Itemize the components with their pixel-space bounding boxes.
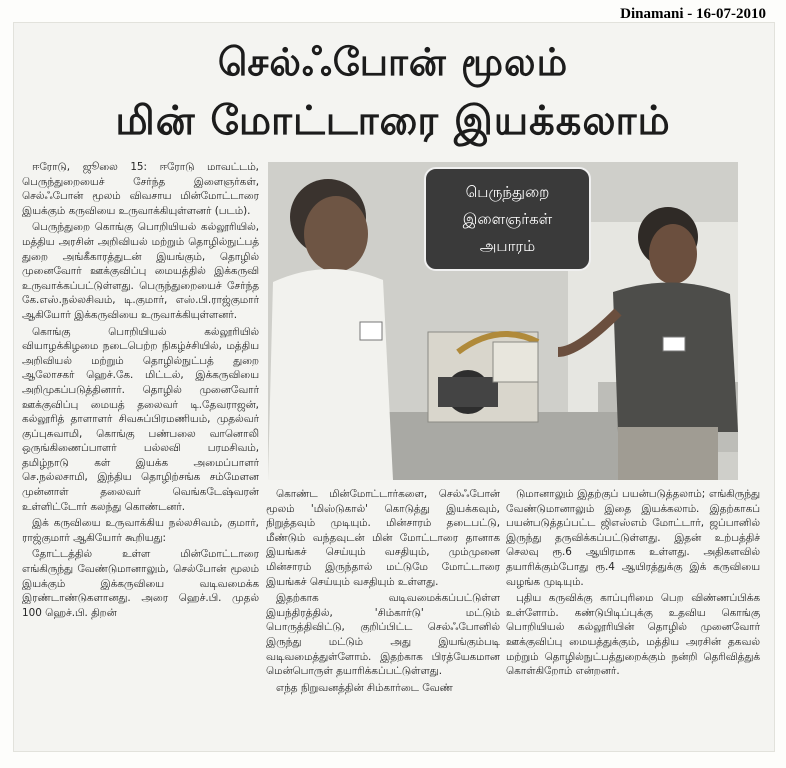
paragraph: ஈரோடு, ஜூலை 15: ஈரோடு மாவட்டம், பெருந்துறையைச் சேர்ந்த இளைஞர்கள், செல்ஃபோன் மூலம் விவசாய மின்மோட்டாரை இயக்கும் கருவியை உருவாக்கியுள்ளனர் (படம்). [22, 161, 259, 217]
headline-line-1: செல்ஃபோன் மூலம் [217, 40, 569, 84]
paragraph: எந்த நிறுவனத்தின் சிம்கார்டை வேண் [276, 681, 453, 694]
callout-line: இளைஞர்கள் [462, 210, 553, 228]
paragraph: இதற்காக வடிவமைக்கப்பட்டுள்ள இயந்திரத்தில், 'சிம்கார்டு' மட்டும் பொருத்திவிட்டு, குறிப்பிட்ட செல்ஃபோனில் இருந்து மட்டும் அது இயங்கும்படி வடிவமைத்துள்ளோம். இதற்காக பிரத்யேகமான மென்பொருள் தயாரிக்கப்பட்டுள்ளது. [266, 592, 500, 678]
headline-line-2: மின் மோட்டாரை இயக்கலாம் [115, 98, 671, 144]
paragraph: தோட்டத்தில் உள்ள மின்மோட்டாரை எங்கிருந்து வேண்டுமானாலும், செல்போன் மூலம் இயக்கும் இக்கருவியை வடிவமைக்க இரண்டாண்டுகளானது. அரை ஹெச்.பி. முதல் 100 ஹெச்.பி. திறன் [22, 548, 259, 619]
paragraph: புதிய கருவிக்கு காப்புரிமை பெற விண்ணப்பிக்க உள்ளோம். கண்டுபிடிப்புக்கு உதவிய கொங்கு பொறியியல் கல்லூரியின் தொழில் முனைவோர் ஊக்குவிப்பு மையத்துக்கும், மத்திய அரசின் தகவல் மற்றும் தொழில்நுட்பத்துறைக்கும் நன்றி தெரிவித்துக் கொள்கிறோம் என்றனர். [506, 592, 760, 678]
article-column-3 [506, 487, 760, 745]
callout-line: பெருந்துறை [465, 183, 550, 201]
source-dateline: Dinamani - 16-07-2010 [620, 6, 766, 22]
paragraph: கொண்ட மின்மோட்டார்களை, செல்ஃபோன் மூலம் 'மிஸ்டுகால்' கொடுத்து இயக்கவும், நிறுத்தவும் முடியும். மின்சாரம் தடைபட்டு, மீண்டும் வந்தவுடன் மின் மோட்டாரை தானாக இயங்கச் செய்யும் வசதியும், மும்முனை மின்சாரம் இருந்தால் மட்டுமே மோட்டாரை இயங்கச் செய்யும் வசதியும் உள்ளது. [266, 488, 500, 588]
callout-line: அபாரம் [479, 237, 536, 255]
article-column-1 [22, 160, 259, 745]
paragraph: டுமானாலும் இதற்குப் பயன்படுத்தலாம்; எங்கிருந்து வேண்டுமானாலும் இதை இயக்கலாம். இதற்காகப் பயன்படுத்தப்பட்ட ஜிஎஸ்எம் மோட்டார், ஜப்பானில் இருந்து தருவிக்கப்பட்டுள்ளது. இதன் உற்பத்திச் செலவு ரூ.6 ஆயிரமாக உள்ளது. அதிகளவில் தயாரிக்கும்போது ரூ.4 ஆயிரத்துக்கு இக் கருவியை வழங்க முடியும். [506, 488, 760, 588]
photo-callout [424, 167, 591, 271]
paragraph: இக் கருவியை உருவாக்கிய நல்லசிவம், குமார், ராஜ்குமார் ஆகியோர் கூறியது: [22, 517, 259, 544]
paragraph: கொங்கு பொறியியல் கல்லூரியில் வியாழக்கிழமை நடைபெற்ற நிகழ்ச்சியில், மத்திய அறிவியல் மற்றும் தொழில்நுட்பத் துறை ஆலோசகர் ஹெச்.கே. மிட்டல், இக்கருவியை அறிமுகப்படுத்தினார். தொழில் முனைவோர் ஊக்குவிப்பு மையத் தலைவர் டி.தேவராஜன், கல்லூரித் தாளாளர் சிவசுப்பிரமணியம், முதல்வர் குப்புசுவாமி, கொங்கு பண்பலை வானொலி ஒருங்கிணைப்பாளர் பல்லவி பரமசிவம், தமிழ்நாடு கள் இயக்க அமைப்பாளர் செ.நல்லசாமி, இந்திய தொழிற்சங்க சம்மேளன முன்னாள் தலைவர் வெங்கடேஷ்வரன் உள்ளிட்டோர் கலந்து கொண்டனர். [22, 325, 259, 513]
paragraph: பெருந்துறை கொங்கு பொறியியல் கல்லூரியில், மத்திய அரசின் அறிவியல் மற்றும் தொழில்நுட்பத் துறை அங்கீகாரத்துடன் இயங்கும், தொழில் முனைவோர் ஊக்குவிப்பு மையத்தில் இக்கருவி உருவாக்கப்பட்டுள்ளது. பெருந்துறையைச் சேர்ந்த கே.எஸ்.நல்லசிவம், டி.குமார், எஸ்.பி.ராஜ்குமார் ஆகியோர் இக்கருவியை உருவாக்கியுள்ளனர். [22, 221, 259, 321]
article-column-2 [266, 487, 500, 745]
